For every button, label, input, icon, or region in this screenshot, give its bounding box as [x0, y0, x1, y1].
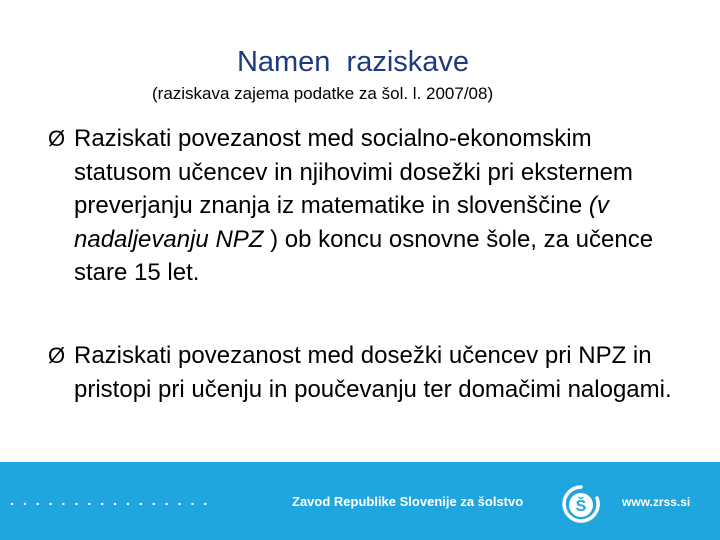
footer-bar: [0, 462, 720, 540]
zrss-logo-icon: [561, 484, 601, 524]
slide-subtitle: (raziskava zajema podatke za šol. l. 2007/08): [152, 84, 494, 103]
bullet-text-1-italic: (v nadaljevanju NPZ: [74, 192, 609, 253]
slide-title: Namen raziskave: [236, 46, 470, 78]
footer-website-link[interactable]: www.zrss.si: [622, 495, 691, 509]
bullet-item-1: [48, 122, 688, 290]
arrow-bullet-icon: Ø: [48, 343, 66, 368]
arrow-bullet-icon: Ø: [48, 126, 66, 151]
footer-dots: ................: [10, 492, 217, 508]
bullet-item-2: [48, 339, 688, 406]
bullet-text-2: Raziskati povezanost med dosežki učencev pri NPZ in pristopi pri učenju in poučevanju ter domačimi nalogami.: [74, 342, 672, 403]
svg-text:Š: Š: [575, 498, 587, 515]
bullet-text-1-part-a: Raziskati povezanost med socialno-ekonomskim statusom učencev in njihovimi dosežki pri eksternem preverjanju znanja iz matematike in slovenščine: [74, 125, 633, 219]
bullet-text-1: [74, 122, 688, 290]
footer-organization-name: Zavod Republike Slovenije za šolstvo: [292, 494, 524, 509]
bullet-text-1-part-b: ) ob koncu osnovne šole, za učence stare 15 let.: [74, 225, 654, 286]
